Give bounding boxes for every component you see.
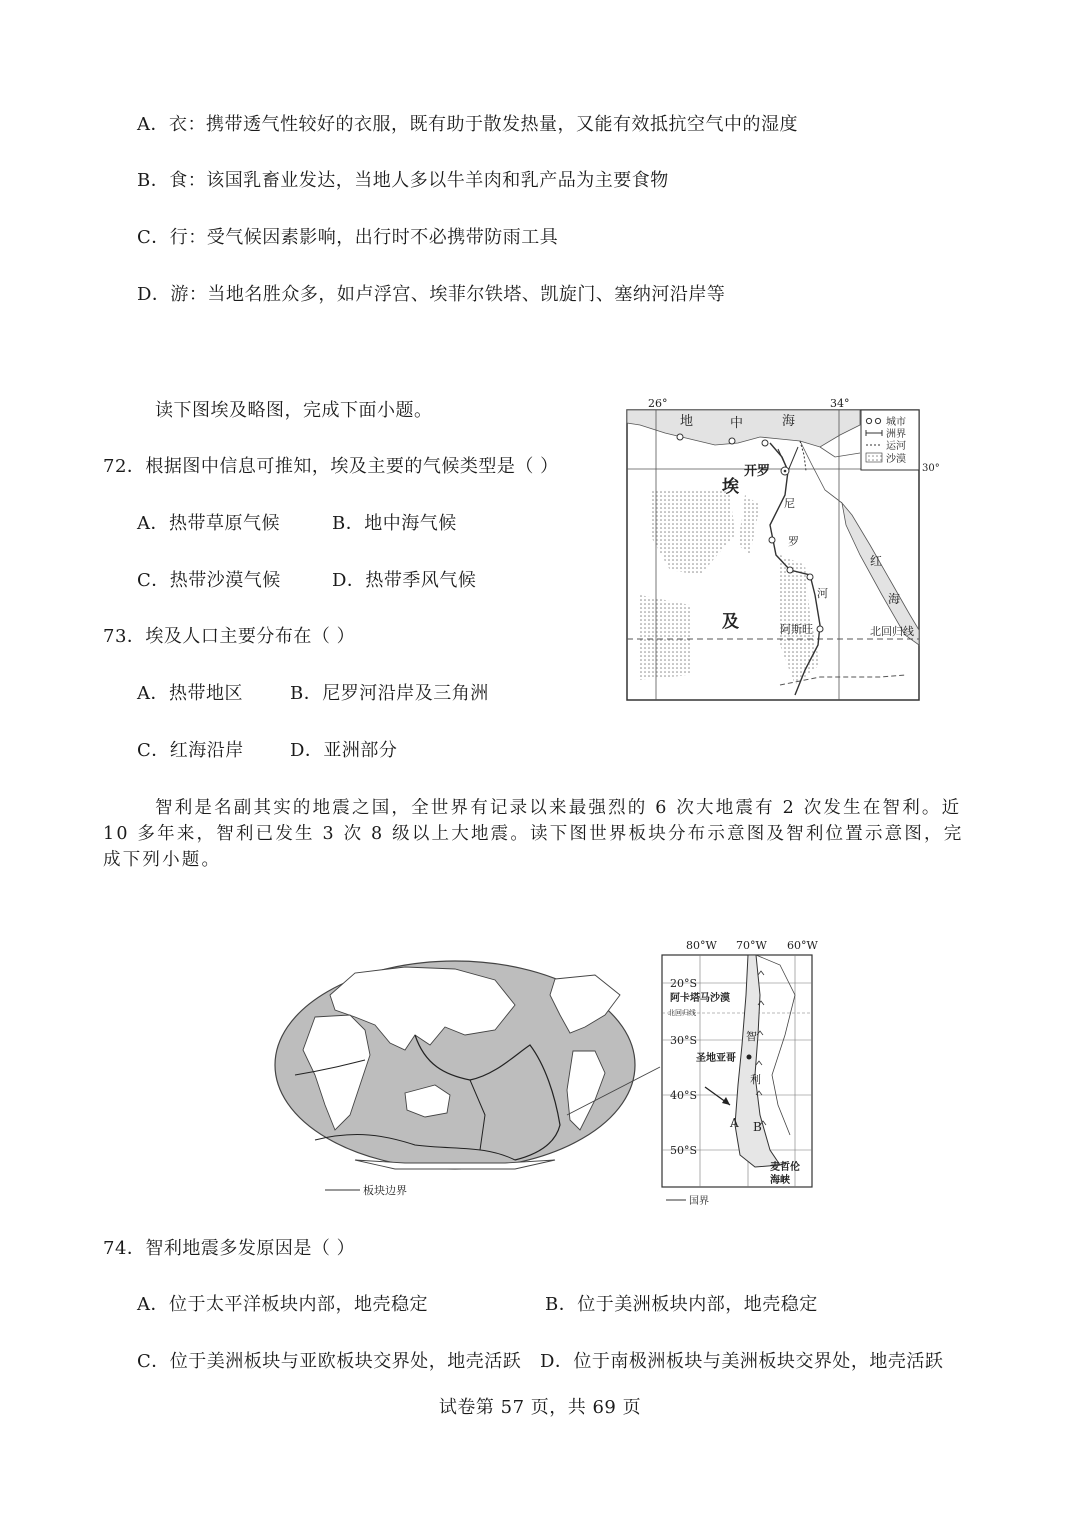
q71-option-d: D．游：当地名胜众多，如卢浮宫、埃菲尔铁塔、凯旋门、塞纳河沿岸等 (137, 284, 726, 305)
plate-legend: 板块边界 (363, 1184, 407, 1197)
lon-60w: 60°W (787, 939, 818, 952)
q74-stem: 74．智利地震多发原因是（ ） (103, 1238, 356, 1259)
q74-option-a: A．位于太平洋板块内部，地壳稳定 (137, 1294, 428, 1315)
nile-label-1: 尼 (784, 497, 795, 510)
strait-label-2: 海峡 (770, 1175, 790, 1186)
city-marker (807, 574, 813, 580)
q72-option-c: C．热带沙漠气候 (137, 570, 281, 591)
q74-option-d: D．位于南极洲板块与美洲板块交界处，地壳活跃 (540, 1351, 944, 1372)
q73-stem: 73．埃及人口主要分布在（ ） (103, 626, 356, 647)
q72-option-d: D．热带季风气候 (332, 570, 477, 591)
legend-city: 城市 (886, 417, 906, 428)
point-a: A (730, 1116, 739, 1130)
q73-option-d: D．亚洲部分 (290, 740, 398, 761)
chile-intro: 智利是名副其实的地震之国，全世界有记录以来最强烈的 6 次大地震有 2 次发生在智利。近 10 多年来，智利已发生 3 次 8 级以上大地震。读下图世界板块分布示意图及智利位置示意图，完成下列小题。 (103, 798, 964, 870)
lon-70w: 70°W (736, 939, 767, 952)
legend-border: 洲界 (886, 429, 906, 440)
chile-map (660, 935, 825, 1210)
desert-label: 阿卡塔马沙漠 (670, 993, 730, 1004)
legend-canal: 运河 (886, 441, 906, 452)
santiago-marker (747, 1055, 752, 1060)
q73-option-c: C．红海沿岸 (137, 740, 244, 761)
q73-option-a: A．热带地区 (137, 683, 243, 704)
border-legend: 国界 (689, 1196, 709, 1207)
lat-40s: 40°S (670, 1089, 698, 1102)
lon-80w: 80°W (686, 939, 717, 952)
q74-option-b: B．位于美洲板块内部，地壳稳定 (545, 1294, 818, 1315)
red-sea-label-1: 红 (870, 554, 883, 568)
sea-label-3: 海 (782, 414, 796, 429)
lat-30s: 30°S (670, 1034, 698, 1047)
strait-label-1: 麦哲伦 (770, 1162, 800, 1173)
tropic-label: 北回归线 (668, 1009, 696, 1017)
city-marker (729, 438, 735, 444)
country-label-2: 及 (722, 612, 739, 632)
q72-option-b: B．地中海气候 (332, 513, 457, 534)
q71-option-b: B．食：该国乳畜业发达，当地人多以牛羊肉和乳产品为主要食物 (137, 170, 669, 191)
country-label-1: 埃 (722, 477, 739, 497)
q73-option-b: B．尼罗河沿岸及三角洲 (290, 683, 489, 704)
q72-stem: 72．根据图中信息可推知，埃及主要的气候类型是（ ） (103, 456, 559, 477)
q72-option-a: A．热带草原气候 (137, 513, 280, 534)
aswan-marker (817, 626, 823, 632)
point-b: B (753, 1120, 762, 1134)
city-marker (677, 434, 683, 440)
red-sea-label-2: 海 (888, 592, 901, 606)
cairo-label: 开罗 (744, 464, 771, 479)
nile-label-3: 河 (817, 587, 828, 600)
q71-option-c: C．行：受气候因素影响，出行时不必携带防雨工具 (137, 227, 559, 248)
sea-label-2: 中 (730, 416, 744, 431)
lat-50s: 50°S (670, 1144, 698, 1157)
page-footer: 试卷第 57 页，共 69 页 (438, 1397, 642, 1418)
lon-34-label: 34° (830, 397, 850, 410)
egypt-map (620, 395, 940, 705)
country-label-1: 智 (746, 1030, 757, 1043)
aswan-label: 阿斯旺 (780, 623, 813, 636)
sea-label-1: 地 (680, 414, 694, 429)
city-marker (762, 440, 768, 446)
city-marker (787, 567, 793, 573)
santiago-label: 圣地亚哥 (696, 1053, 736, 1064)
lat-20s: 20°S (670, 977, 698, 990)
desert-southwest (640, 595, 690, 680)
tropic-label: 北回归线 (870, 625, 914, 638)
country-label-2: 利 (750, 1073, 761, 1086)
lon-26-label: 26° (648, 397, 668, 410)
egypt-intro: 读下图埃及略图，完成下面小题。 (155, 400, 433, 421)
nile-label-2: 罗 (788, 535, 799, 548)
world-plate-map (255, 955, 655, 1200)
legend-desert: 沙漠 (886, 454, 906, 465)
q74-option-c: C．位于美洲板块与亚欧板块交界处，地壳活跃 (137, 1351, 522, 1372)
q71-option-a: A．衣：携带透气性较好的衣服，既有助于散发热量，又能有效抵抗空气中的湿度 (137, 114, 798, 135)
city-marker (769, 537, 775, 543)
lat-30-label: 30° (922, 463, 940, 474)
